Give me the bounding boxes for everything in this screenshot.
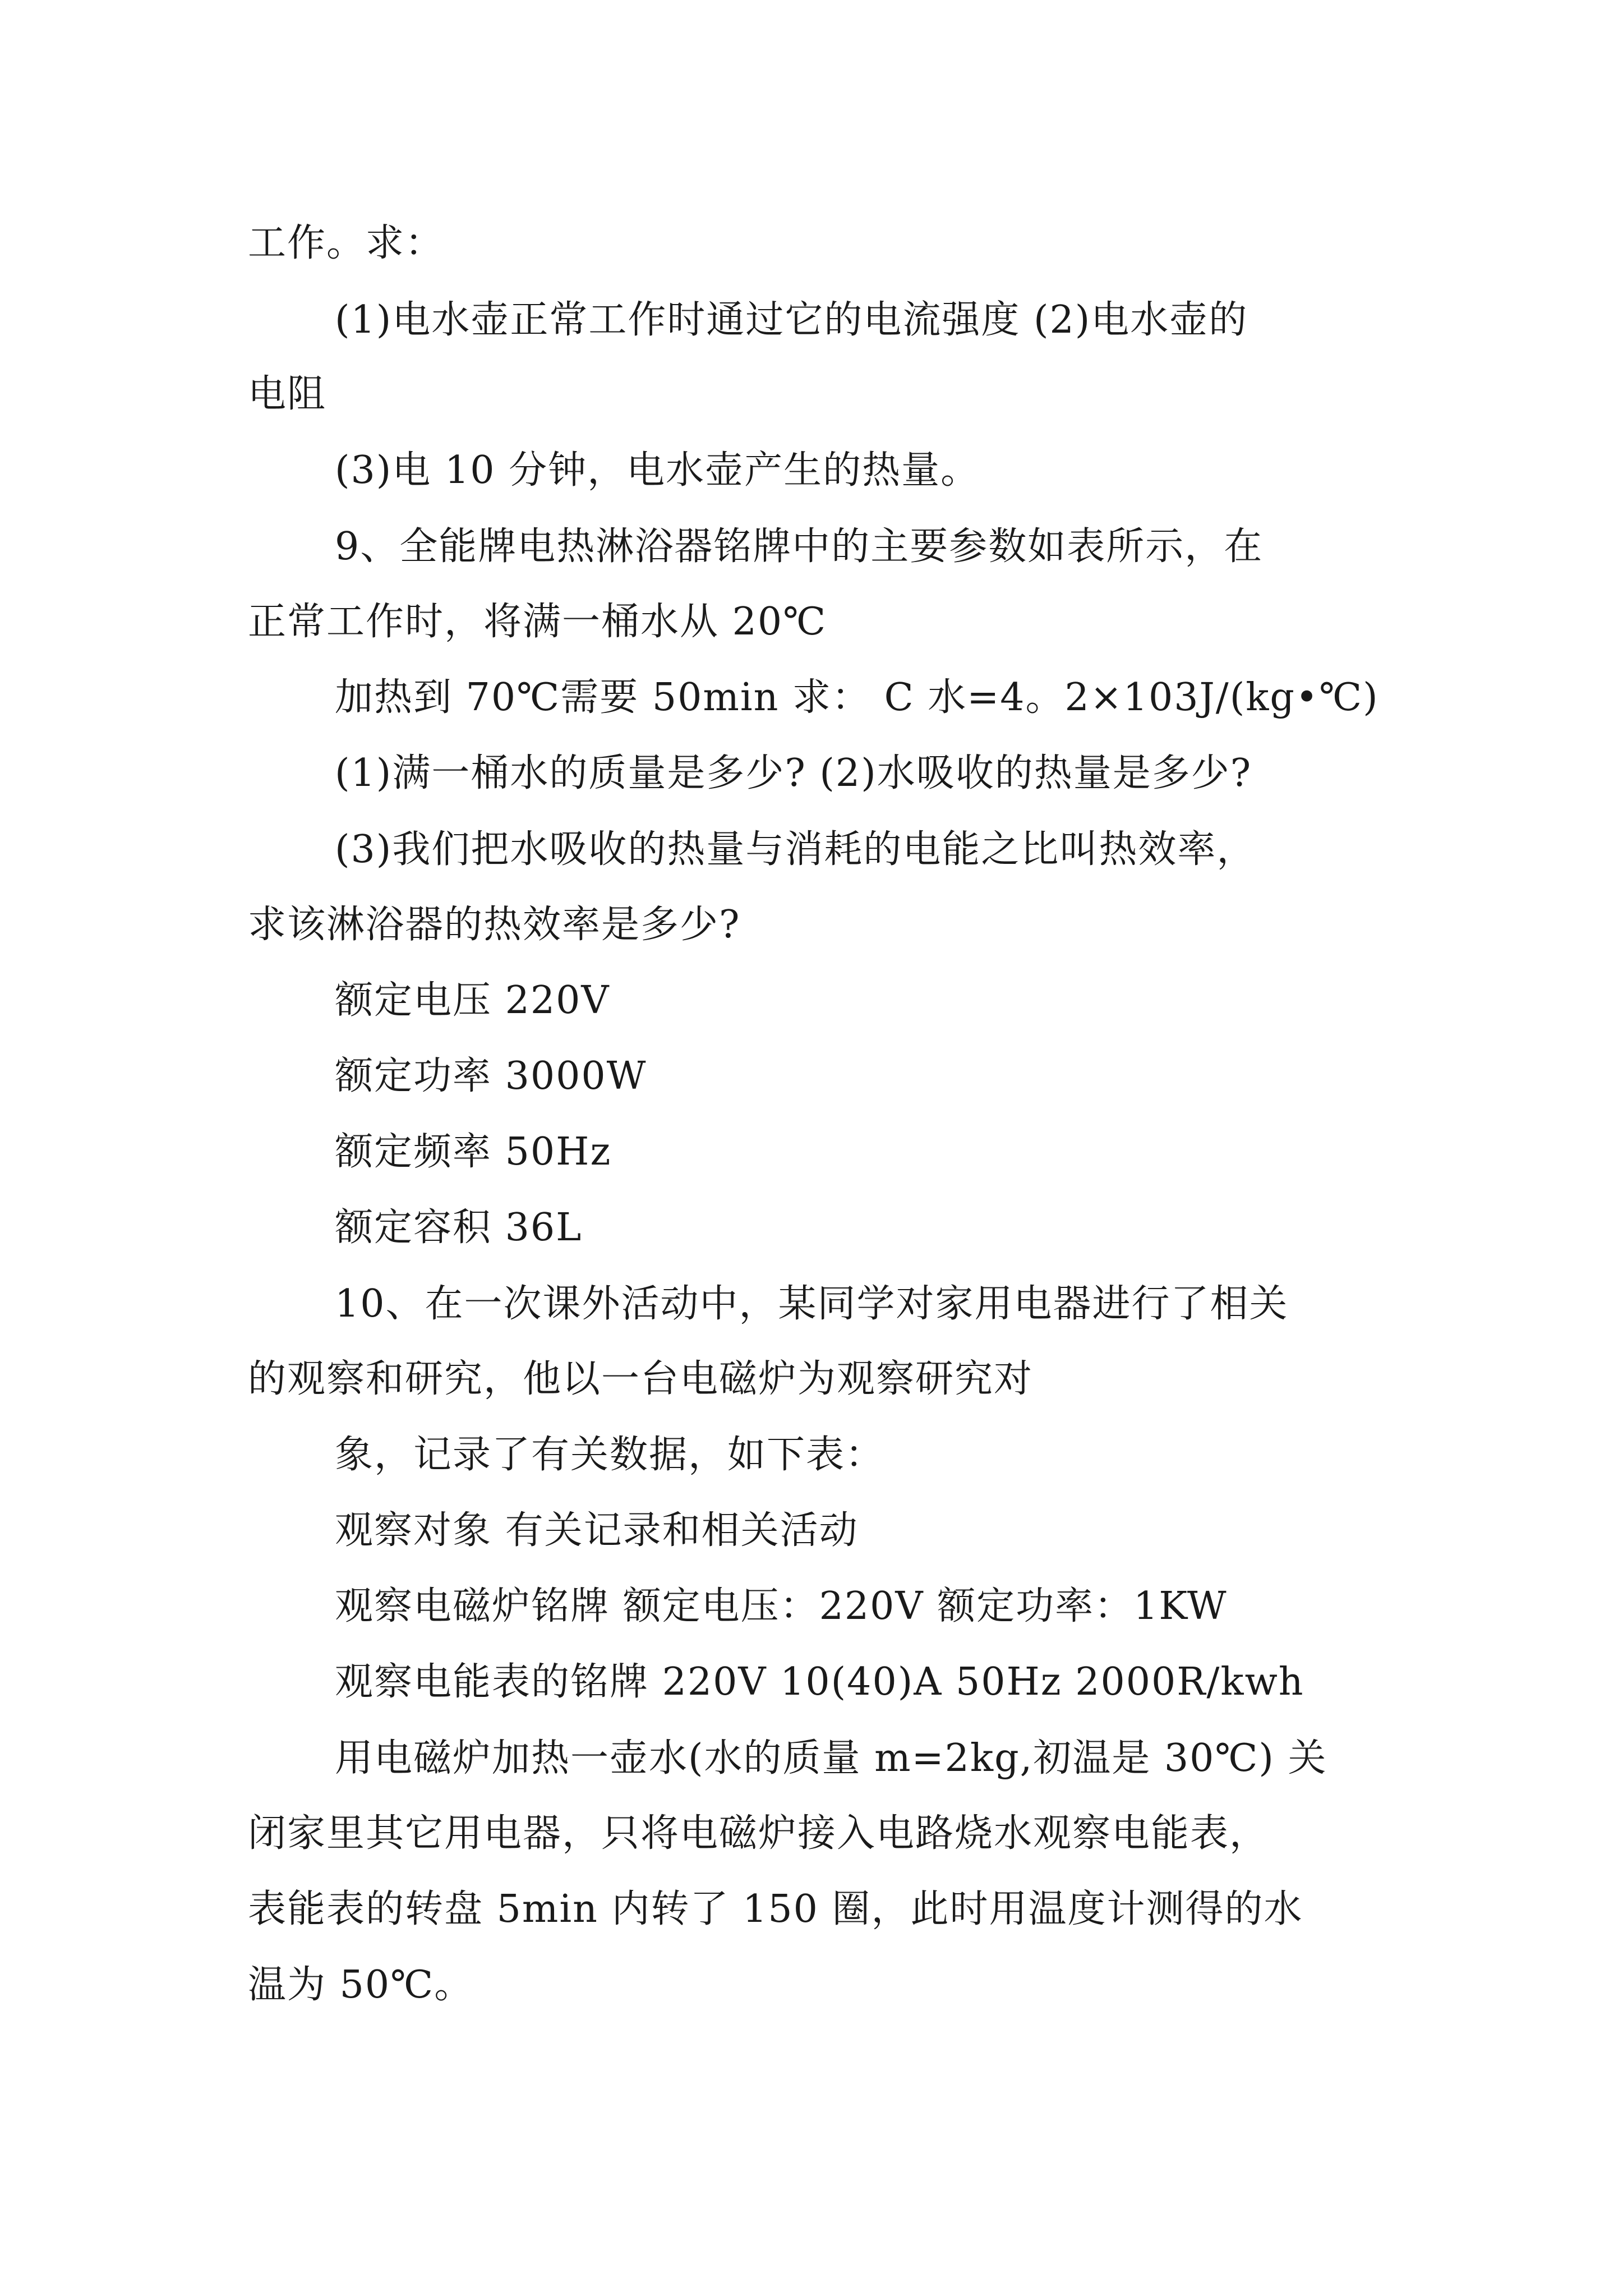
text-line-4: (3)电 10 分钟，电水壶产生的热量。 [335,448,980,493]
text-line-23: 表能表的转盘 5min 内转了 150 圈，此时用温度计测得的水 [248,1887,1303,1931]
text-line-10: 求该淋浴器的热效率是多少? [248,903,741,947]
text-line-2: (1)电水壶正常工作时通过它的电流强度 (2)电水壶的 [335,298,1248,342]
text-line-16: 的观察和研究，他以一台电磁炉为观察研究对 [248,1357,1034,1401]
text-line-22: 闭家里其它用电器，只将电磁炉接入电路烧水观察电能表， [248,1811,1269,1856]
text-line-21: 用电磁炉加热一壶水(水的质量 m=2kg,初温是 30℃) 关 [335,1736,1327,1780]
spec-power: 额定功率 3000W [335,1054,647,1098]
spec-capacity: 额定容积 36L [335,1205,583,1250]
spec-voltage: 额定电压 220V [335,978,610,1023]
text-line-6: 正常工作时，将满一桶水从 20℃ [248,600,827,644]
spec-frequency: 额定频率 50Hz [335,1130,612,1174]
text-line-5: 9、全能牌电热淋浴器铭牌中的主要参数如表所示，在 [335,524,1264,569]
table-row-nameplate: 观察电磁炉铭牌 额定电压：220V 额定功率：1KW [335,1584,1228,1628]
text-line-1: 工作。求： [248,221,445,265]
text-line-24: 温为 50℃。 [248,1963,474,2007]
table-header-row: 观察对象 有关记录和相关活动 [335,1508,859,1553]
text-line-17: 象，记录了有关数据，如下表： [335,1433,885,1477]
table-row-meter: 观察电能表的铭牌 220V 10(40)A 50Hz 2000R/kwh [335,1660,1304,1704]
text-line-15: 10、在一次课外活动中，某同学对家用电器进行了相关 [335,1282,1289,1326]
text-line-9: (3)我们把水吸收的热量与消耗的电能之比叫热效率， [335,827,1256,872]
text-line-8: (1)满一桶水的质量是多少? (2)水吸收的热量是多少? [335,751,1252,795]
text-line-7: 加热到 70℃需要 50min 求： C 水=4。2×103J/(kg•℃) [335,675,1379,720]
text-line-3: 电阻 [248,372,327,416]
